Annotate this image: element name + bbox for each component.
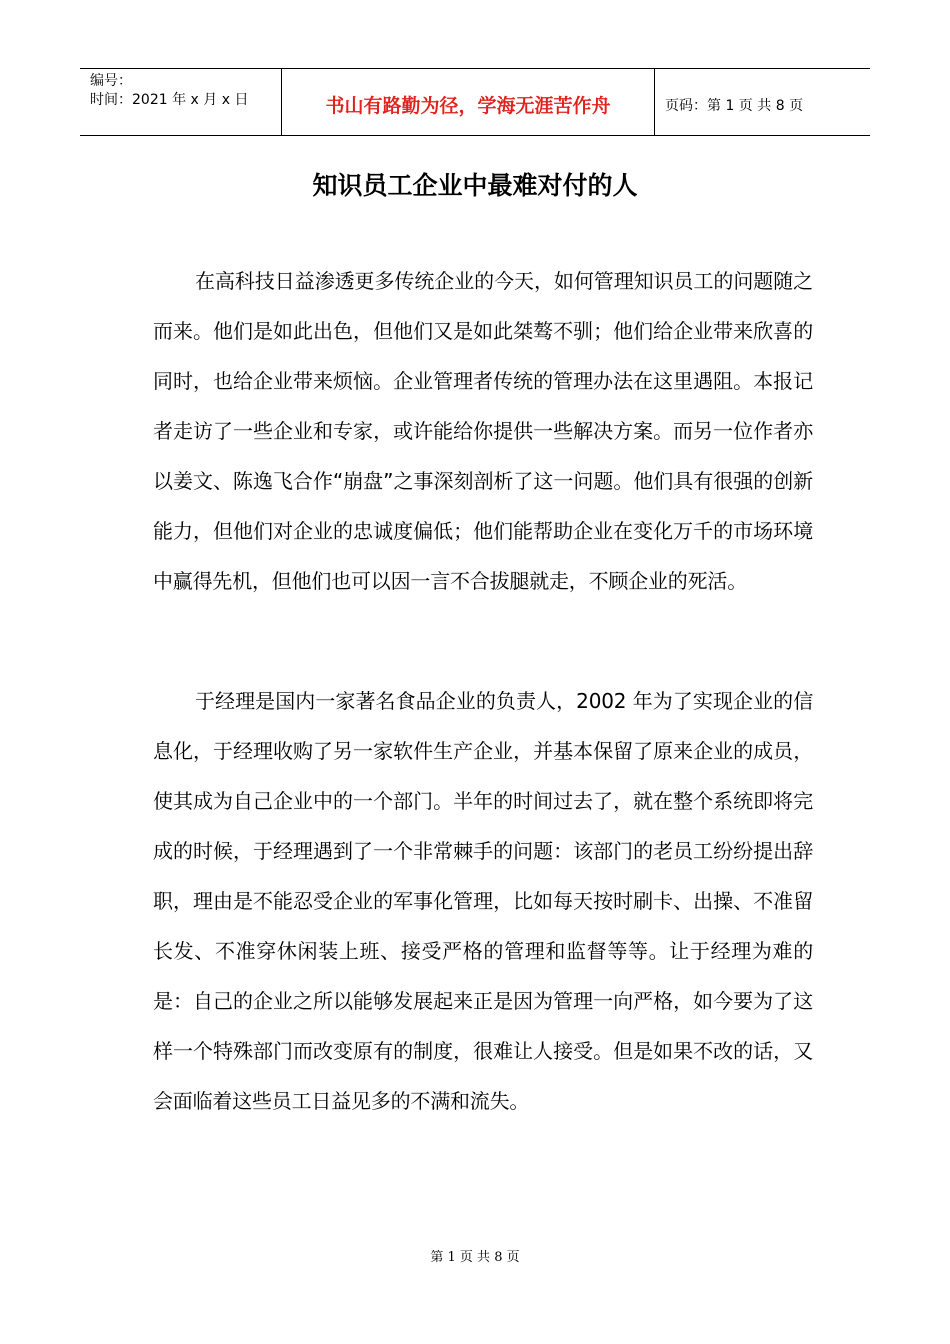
document-number-label: 编号： [90,73,132,89]
body-paragraph-1: 在高科技日益渗透更多传统企业的今天，如何管理知识员工的问题随之而来。他们是如此出色，但他们又是如此桀骜不驯；他们给企业带来欣喜的同时，也给企业带来烦恼。企业管理者传统的管理办法在这里遇阻。本报记者走访了一些企业和专家，或许能给你提供一些解决方案。而另一位作者亦以姜文、陈逸飞合作“崩盘”之事深刻剖析了这一问题。他们具有很强的创新能力，但他们对企业的忠诚度偏低；他们能帮助企业在变化万千的市场环境中赢得先机，但他们也可以因一言不合拔腿就走，不顾企业的死活。 [153,269,813,593]
header-page-info: 页码：第 1 页 共 8 页 [665,98,804,114]
document-date-label: 时间：2021 年 x 月 x 日 [90,92,249,108]
header-motto-cell [281,69,655,135]
document-title: 知识员工企业中最难对付的人 [312,171,638,200]
body-paragraph-2: 于经理是国内一家著名食品企业的负责人，2002 年为了实现企业的信息化，于经理收购了另一家软件生产企业，并基本保留了原来企业的成员，使其成为自己企业中的一个部门。半年的时间过去了，就在整个系统即将完成的时候，于经理遇到了一个非常棘手的问题：该部门的老员工纷纷提出辞职，理由是不能忍受企业的军事化管理，比如每天按时刷卡、出操、不准留长发、不准穿休闲装上班、接受严格的管理和监督等等。让于经理为难的是：自己的企业之所以能够发展起来正是因为管理一向严格，如今要为了这样一个特殊部门而改变原有的制度，很难让人接受。但是如果不改的话，又会面临着这些员工日益见多的不满和流失。 [153,689,813,1113]
header-page-cell [655,69,870,135]
document-header [80,68,870,136]
header-motto: 书山有路勤为径，学海无涯苦作舟 [325,95,611,117]
header-meta-cell [80,69,281,135]
page-footer: 第 1 页 共 8 页 [430,1250,520,1265]
